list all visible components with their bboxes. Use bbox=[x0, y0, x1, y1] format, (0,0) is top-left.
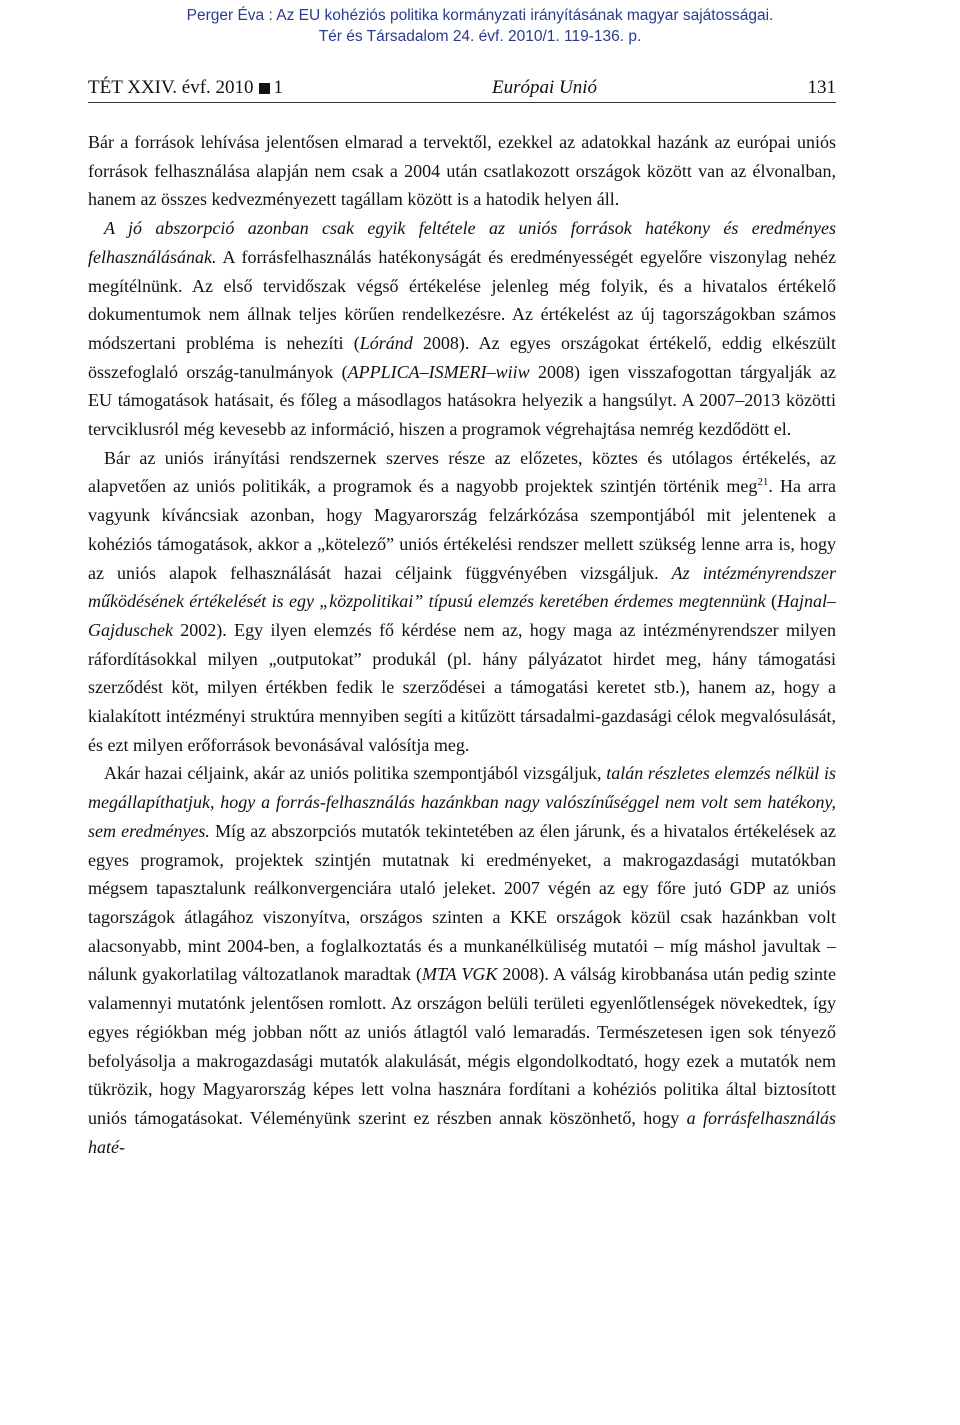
citation-author: MTA VGK bbox=[422, 964, 498, 985]
emphasis: talán részletes elemzés nélkül is megállapíthatjuk, hogy a forrás-felhasználás hazánkban nagy valószínűséggel nem volt sem hatékony, sem eredményes. bbox=[88, 763, 836, 841]
citation-author: Lóránd bbox=[359, 332, 413, 353]
text-run: Bár a források lehívása jelentősen elmarad a tervektől, ezekkel az adatokkal hazánk az európai uniós források felhasználása alapján nem csak a 2004 után csatlakozott országok között van az élvonalban, hanem az összes kedvezményezett tagállam között is a hatodik helyen áll. bbox=[88, 132, 836, 210]
issue-number: 1 bbox=[273, 77, 284, 98]
text-run: 2008). Az egyes országokat értékelő, eddig elkészült összefoglaló ország-tanulmányok ( bbox=[88, 332, 836, 382]
text-run: 2002). Egy ilyen elemzés fő kérdése nem az, hogy maga az intézményrendszer milyen ráfordításokkal milyen „outputokat” produkál (pl. hány pályázatot hirdet meg, hány támogatási szerződést köt, milyen értékben fedik le szerződései a támogatási keretet stb.), hanem az, hogy a kialakított intézményi struktúra mennyiben segíti a kitűzött társadalmi-gazdasági célok megvalósulását, és ezt milyen erőforrások bevonásával valósítja meg. bbox=[88, 619, 836, 755]
text-run: Bár az uniós irányítási rendszernek szerves része az előzetes, köztes és utólagos értékelés, az alapvetően az uniós politikák, a programok és a nagyobb projektek szintjén történik meg bbox=[88, 447, 836, 497]
citation-header bbox=[0, 5, 960, 47]
citation-author: APPLICA–ISMERI–wiiw bbox=[347, 361, 530, 382]
emphasis: a forrásfelhasználás haté- bbox=[88, 1107, 836, 1157]
citation-author: Hajnal–Gajduschek bbox=[88, 591, 837, 640]
citation-line-1: Perger Éva : Az EU kohéziós politika kormányzati irányításának magyar sajátosságai. bbox=[186, 7, 774, 24]
text-run: Akár hazai céljaink, akár az uniós politika szempontjából vizsgáljuk, bbox=[104, 763, 607, 784]
emphasis: Az intézményrendszer működésének értékelését is egy „közpolitikai” típusú elemzés keretében érdemes megtennünk bbox=[88, 562, 837, 612]
paragraph-3 bbox=[88, 444, 836, 760]
paragraph-2 bbox=[88, 214, 836, 444]
text-run: 2008) igen visszafogottan tárgyalják az EU támogatások hatásait, és főleg a másodlagos hatásokra helyezik a hangsúlyt. A 2007–2013 közötti tervciklusról még kevesebb az információ, hiszen a programok végrehajtása nemrég kezdődött el. bbox=[88, 361, 836, 440]
text-run: Míg az abszorpciós mutatók tekintetében az élen járunk, és a hivatalos értékelések az egyes programok, projektek szintjén mutatnak ki eredményeket, a makrogazdasági mutatókban mégsem tapasztalunk reálkonvergenciára utaló jeleket. 2007 végén az egy főre jutó GDP az uniós tagországok átlagához viszonyítva, országos szinten a KKE országok közül csak hazánkban volt alacsonyabb, mint 2004-ben, a foglalkoztatás és a munkanélküliség mutatói – míg máshol javultak – nálunk gyakorlatilag változatlanok maradtak ( bbox=[88, 820, 836, 985]
text-run: ( bbox=[765, 591, 777, 612]
section-title: Európai Unió bbox=[491, 77, 598, 98]
article-body bbox=[88, 128, 836, 1161]
text-run: A forrásfelhasználás hatékonyságát és eredményességét egyelőre viszonylag nehéz megítélnünk. Az első tervidőszak végső értékelése jelenleg még folyik, és a hivatalos értékelő dokumentumok nem állnak teljes körűen rendelkezésre. Az értékelést az új tagországokban számos módszertani probléma is nehezíti ( bbox=[88, 246, 836, 353]
citation-line-2: Tér és Társadalom 24. évf. 2010/1. 119-136. p. bbox=[318, 28, 642, 45]
paragraph-1 bbox=[88, 128, 836, 214]
journal-volume: TÉT XXIV. évf. 2010 bbox=[88, 77, 254, 98]
page-number: 131 bbox=[807, 77, 836, 98]
text-run: 2008). A válság kirobbanása után pedig szinte valamennyi mutatónk jelentősen romlott. Az országon belüli területi egyenlőtlenségek növekedtek, így egyes régiókban még jobban nőtt az uniós átlagtól való lemaradás. Természetesen igen sok tényező befolyásolja a makrogazdasági mutatók alakulását, mégis elgondolkodtató, hogy ezek a mutatók nem tükrözik, hogy Magyarország képes lett volna hasznára fordítani a kohéziós politika által biztosított uniós támogatásokat. Véleményünk szerint ez részben annak köszönhető, hogy bbox=[88, 964, 837, 1128]
running-header bbox=[88, 76, 836, 103]
text-run: . Ha arra vagyunk kíváncsiak azonban, hogy Magyarország felzárkózása szempontjából mit jelentenek a kohéziós támogatások, akkor a „kötelező” uniós értékelési rendszer mellett szükség lenne arra is, hogy az uniós alapok felhasználását hazai céljaink függvényében vizsgáljuk. bbox=[88, 476, 836, 583]
footnote-marker: 21 bbox=[757, 476, 769, 489]
paragraph-4 bbox=[88, 759, 836, 1161]
emphasis: A jó abszorpció azonban csak egyik feltétele az uniós források hatékony és eredményes felhasználásának. bbox=[88, 218, 836, 267]
